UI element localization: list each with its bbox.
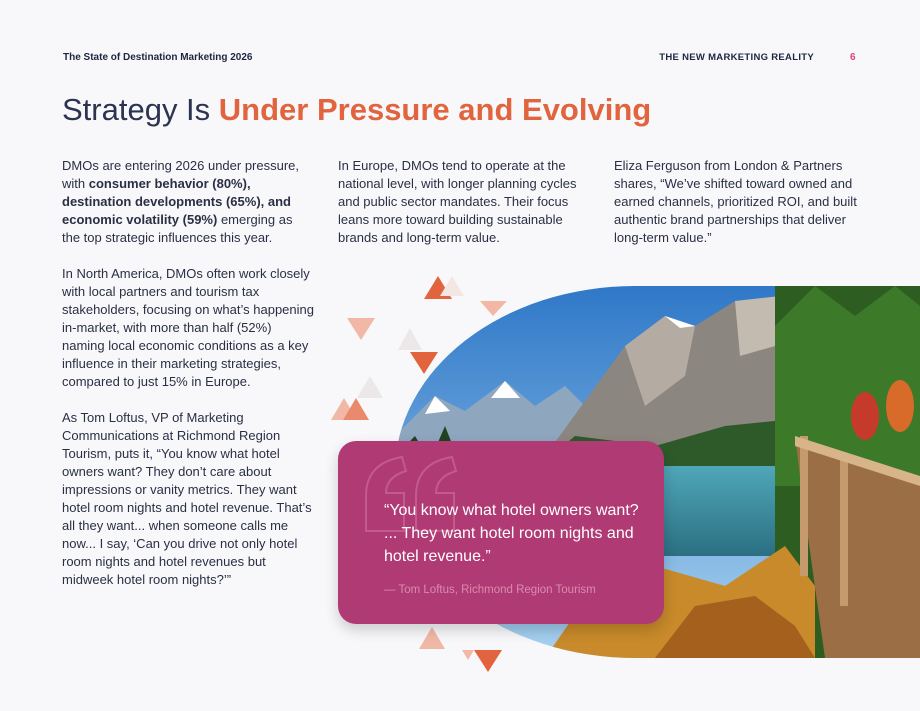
pull-quote-card <box>338 441 664 624</box>
p1-tail: emerging as the top strategic influences this year. <box>62 212 293 245</box>
paragraph-north-america: In North America, DMOs often work closely with local partners and tourism tax stakeholders, focusing on what’s happening in-market, with more than half (52%) naming local economic conditions as a key influence in their marketing strategies, compared to just 15% in Europe. <box>62 266 314 389</box>
column-middle <box>338 157 590 265</box>
paragraph-europe: In Europe, DMOs tend to operate at the national level, with longer planning cycles and public sector mandates. Their focus leans more toward building sustainable brands and long-term value. <box>338 158 577 245</box>
title-accent: Under Pressure and Evolving <box>218 92 652 127</box>
paragraph-influences <box>62 157 314 247</box>
p1-highlight: consumer behavior (80%), destination developments (65%), and economic volatility (59%) <box>62 176 291 227</box>
quote-text: “You know what hotel owners want? ... They want hotel room nights and hotel revenue.” <box>384 502 639 565</box>
title-plain: Strategy Is <box>62 92 219 127</box>
p1-lead: DMOs are entering 2026 under pressure, with <box>62 158 300 191</box>
report-title: The State of Destination Marketing 2026 <box>63 52 253 63</box>
page-title <box>62 92 651 128</box>
paragraph-tom-loftus: As Tom Loftus, VP of Marketing Communications at Richmond Region Tourism, puts it, “You know what hotel owners want? They don’t care about impressions or vanity metrics. They want hotel room nights and hotel revenue. That’s all they want... when someone calls me now... I say, ‘Can you drive not only hotel room nights and hotel revenues but midweek hotel room nights?’” <box>62 410 312 587</box>
paragraph-eliza-ferguson: Eliza Ferguson from London & Partners shares, “We’ve shifted toward owned and earned channels, prioritized ROI, and built authentic brand partnerships that deliver long-term value.” <box>614 158 857 245</box>
section-label: THE NEW MARKETING REALITY <box>659 52 814 63</box>
quote-attribution: — Tom Loftus, Richmond Region Tourism <box>384 584 596 596</box>
column-left <box>62 157 314 607</box>
column-right <box>614 157 864 265</box>
page-number: 6 <box>850 52 856 63</box>
